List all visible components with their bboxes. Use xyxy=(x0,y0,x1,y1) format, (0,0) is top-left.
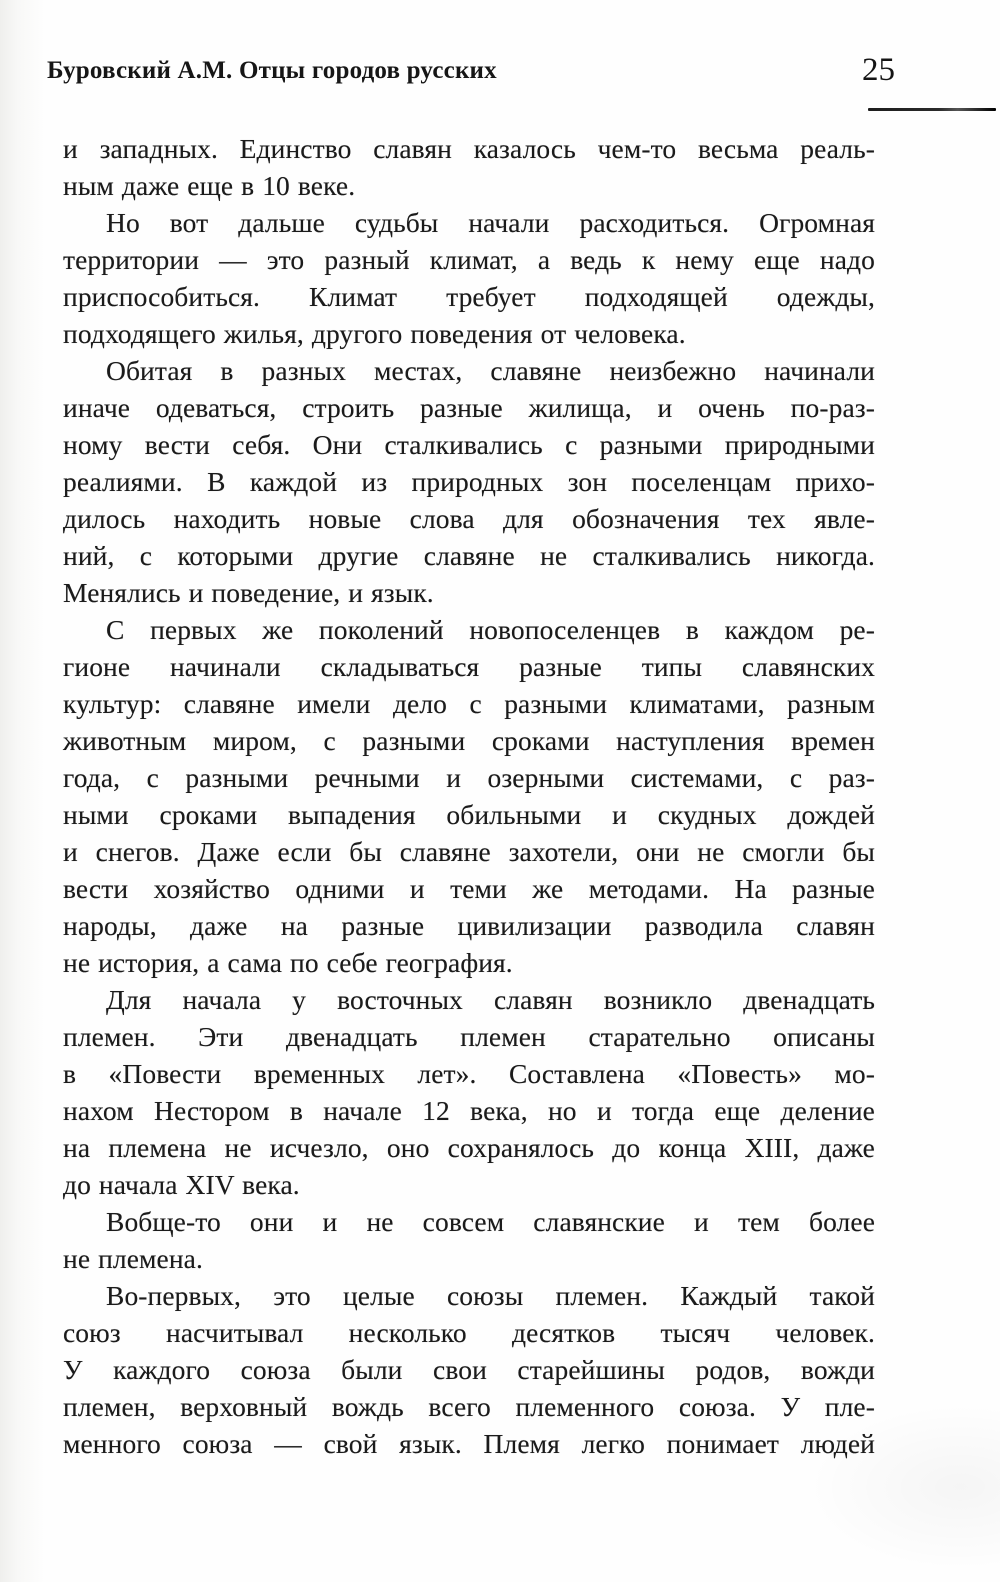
text-line: и западных. Единство славян казалось чем-то весьма реаль- xyxy=(63,133,875,164)
text-line: Но вот дальше судьбы начали расходиться. Огромная xyxy=(106,207,875,238)
text-line: до начала XIV века. xyxy=(63,1169,300,1200)
text-line: в «Повести временных лет». Составлена «Повесть» мо- xyxy=(63,1058,875,1089)
text-line: Во-первых, это целые союзы племен. Каждый такой xyxy=(106,1280,875,1311)
text-line: ний, с которыми другие славяне не сталкивались никогда. xyxy=(63,540,875,571)
text-line: Для начала у восточных славян возникло двенадцать xyxy=(106,984,875,1015)
text-line: ным даже еще в 10 веке. xyxy=(63,170,356,201)
text-line: менного союза — свой язык. Племя легко понимает людей xyxy=(63,1428,875,1459)
text-line: вести хозяйство одними и теми же методами. На разные xyxy=(63,873,875,904)
body-text xyxy=(63,130,875,1462)
text-line: племен, верховный вождь всего племенного союза. У пле- xyxy=(63,1391,875,1422)
text-line: народы, даже на разные цивилизации разводила славян xyxy=(63,910,875,941)
text-line: союз насчитывал несколько десятков тысяч человек. xyxy=(63,1317,875,1348)
running-title: Буровский А.М. Отцы городов русских xyxy=(47,57,497,84)
text-line: гионе начинали складываться разные типы славянских xyxy=(63,651,875,682)
text-line: ными сроками выпадения обильными и скудных дождей xyxy=(63,799,875,830)
text-line: не история, а сама по себе география. xyxy=(63,947,513,978)
text-line: года, с разными речными и озерными системами, с раз- xyxy=(63,762,875,793)
text-line: подходящего жилья, другого поведения от человека. xyxy=(63,318,686,349)
text-line: племен. Эти двенадцать племен старательно описаны xyxy=(63,1021,875,1052)
text-line: реалиями. В каждой из природных зон поселенцам прихо- xyxy=(63,466,875,497)
text-line: ному вести себя. Они сталкивались с разными природными xyxy=(63,429,875,460)
text-line: на племена не исчезло, оно сохранялось до конца XIII, даже xyxy=(63,1132,875,1163)
text-line: С первых же поколений новопоселенцев в каждом ре- xyxy=(106,614,875,645)
text-line: и снегов. Даже если бы славяне захотели, они не смогли бы xyxy=(63,836,875,867)
text-line: дилось находить новые слова для обозначения тех явле- xyxy=(63,503,875,534)
page-number: 25 xyxy=(862,52,895,88)
text-line: иначе одеваться, строить разные жилища, и очень по-раз- xyxy=(63,392,875,423)
text-line: не племена. xyxy=(63,1243,203,1274)
text-line: Вобще-то они и не совсем славянские и тем более xyxy=(106,1206,875,1237)
header-rule xyxy=(868,108,996,111)
text-line: культур: славяне имели дело с разными климатами, разным xyxy=(63,688,875,719)
text-line: приспособиться. Климат требует подходящей одежды, xyxy=(63,281,875,312)
text-line: животным миром, с разными сроками наступления времен xyxy=(63,725,875,756)
text-line: нахом Нестором в начале 12 века, но и тогда еще деление xyxy=(63,1095,875,1126)
text-line: Менялись и поведение, и язык. xyxy=(63,577,434,608)
text-line: Обитая в разных местах, славяне неизбежно начинали xyxy=(106,355,875,386)
text-line: территории — это разный климат, а ведь к нему еще надо xyxy=(63,244,875,275)
text-line: У каждого союза были свои старейшины родов, вожди xyxy=(63,1354,875,1385)
